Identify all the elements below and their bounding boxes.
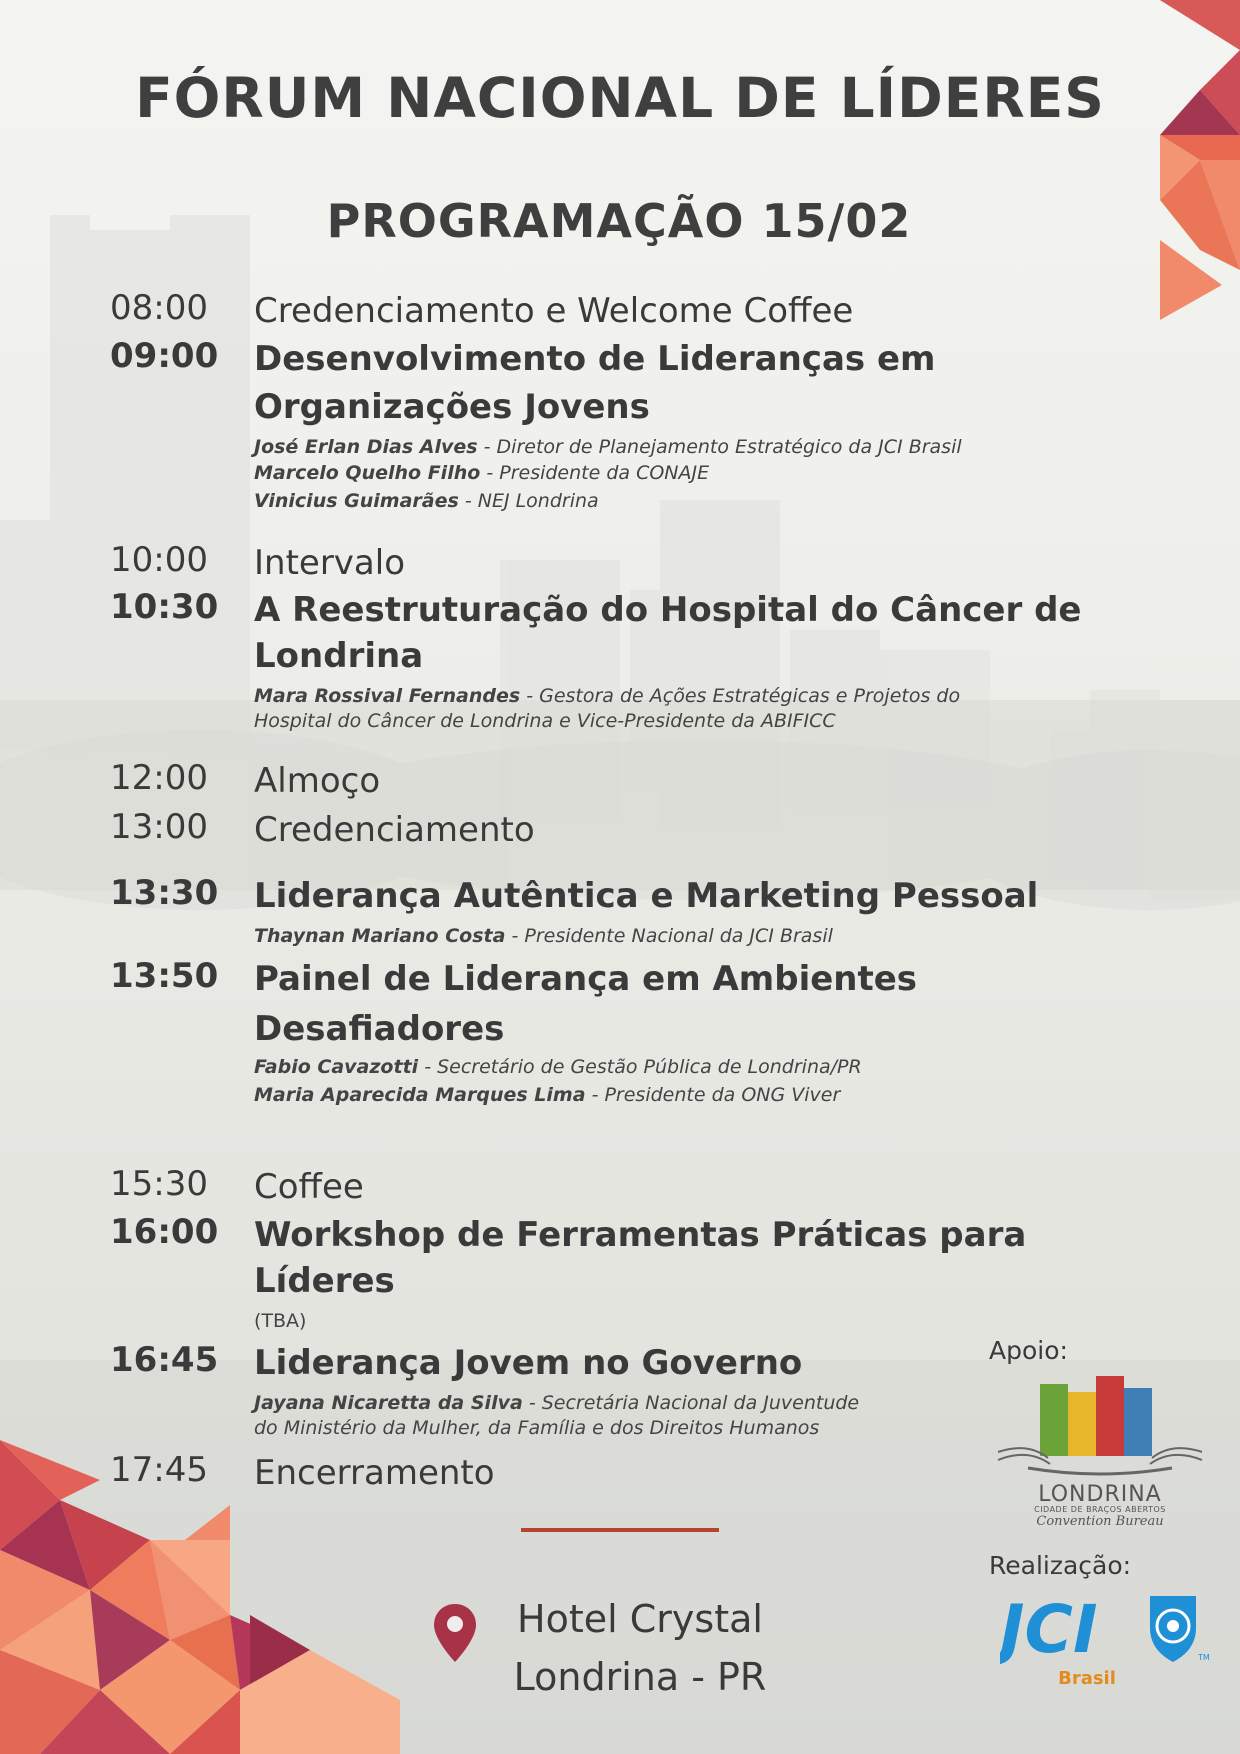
realizacao-label: Realização: [989,1551,1132,1580]
schedule-activity: Encerramento [254,1453,495,1493]
page-subtitle: PROGRAMAÇÃO 15/02 [326,194,912,248]
speaker-line: Jayana Nicaretta da Silva - Secretária Nacional da Juventude [254,1392,860,1414]
speaker-line: Hospital do Câncer de Londrina e Vice-Presidente da ABIFICC [254,710,836,732]
schedule-time: 16:00 [110,1212,219,1252]
schedule-activity: Credenciamento e Welcome Coffee [254,291,854,331]
jci-country: Brasil [1058,1668,1116,1689]
schedule-activity: Almoço [254,761,381,801]
schedule-activity: Workshop de Ferramentas Práticas para Líderes [254,1215,1027,1301]
schedule-activity: Liderança Autêntica e Marketing Pessoal [254,876,1039,916]
schedule-time: 09:00 [110,336,219,376]
londrina-name: LONDRINA [1038,1482,1162,1507]
apoio-label: Apoio: [989,1336,1068,1365]
speaker-tba: (TBA) [254,1310,307,1332]
londrina-logo [988,1368,1212,1484]
venue-name: Hotel Crystal [517,1597,763,1641]
page-title: FÓRUM NACIONAL DE LÍDERES [135,66,1105,130]
schedule-time: 12:00 [110,758,208,798]
schedule-time: 10:00 [110,540,208,580]
schedule-time: 13:30 [110,873,219,913]
venue-address [490,1590,790,1706]
schedule-time: 13:00 [110,807,208,847]
speaker-line: José Erlan Dias Alves - Diretor de Planejamento Estratégico da JCI Brasil [254,436,962,458]
speaker-line: Marcelo Quelho Filho - Presidente da CONAJE [254,462,710,484]
jci-text: JCI [1000,1591,1098,1668]
schedule-time: 13:50 [110,956,219,996]
londrina-tagline: CIDADE DE BRAÇOS ABERTOS [1034,1505,1166,1514]
schedule-time: 16:45 [110,1340,219,1380]
schedule-time: 10:30 [110,587,219,627]
map-pin-icon [432,1602,478,1664]
venue-city: Londrina - PR [513,1655,767,1699]
speaker-line: Mara Rossival Fernandes - Gestora de Ações Estratégicas e Projetos do [254,685,961,707]
schedule-activity: Credenciamento [254,810,535,850]
schedule-activity: A Reestruturação do Hospital do Câncer de Londrina [254,590,1082,676]
schedule-time: 08:00 [110,288,208,328]
londrina-bureau: Convention Bureau [1036,1514,1164,1529]
schedule-activity: Intervalo [254,543,406,583]
svg-text:TM: TM [1198,1653,1210,1662]
schedule-activity: Painel de Liderança em Ambientes Desafiadores [254,959,918,1049]
schedule-activity: Coffee [254,1167,364,1207]
divider-line [521,1528,719,1532]
speaker-line: Maria Aparecida Marques Lima - Presidente da ONG Viver [254,1084,841,1106]
schedule-activity: Liderança Jovem no Governo [254,1343,803,1383]
schedule-time: 15:30 [110,1164,208,1204]
speaker-line: Vinicius Guimarães - NEJ Londrina [254,490,599,512]
speaker-line: Thaynan Mariano Costa - Presidente Nacional da JCI Brasil [254,925,833,947]
speaker-line: do Ministério da Mulher, da Família e dos Direitos Humanos [254,1417,820,1439]
schedule-time: 17:45 [110,1450,208,1490]
speaker-line: Fabio Cavazotti - Secretário de Gestão Pública de Londrina/PR [254,1056,862,1078]
jci-logo [1000,1590,1220,1670]
schedule-activity: Desenvolvimento de Lideranças em Organizações Jovens [254,339,936,427]
